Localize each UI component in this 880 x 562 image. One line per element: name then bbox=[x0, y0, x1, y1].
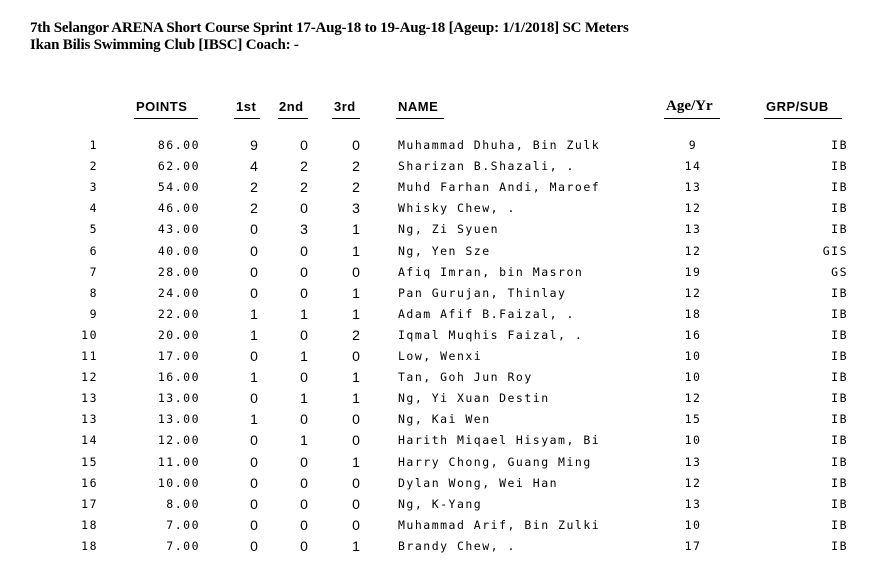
rank-cell: 15 bbox=[81, 454, 98, 469]
group-cell: IB bbox=[831, 159, 848, 174]
rank-cell: 18 bbox=[81, 538, 98, 553]
club-coach-line: Ikan Bilis Swimming Club [IBSC] Coach: - bbox=[30, 37, 299, 53]
table-row bbox=[0, 156, 880, 177]
underline-second bbox=[278, 118, 308, 119]
table-row bbox=[0, 536, 880, 557]
table-row bbox=[0, 515, 880, 536]
age-cell: 18 bbox=[684, 306, 702, 321]
points-cell: 54.00 bbox=[157, 180, 200, 195]
third-place-count: 0 bbox=[352, 432, 360, 449]
table-row bbox=[0, 198, 880, 219]
first-place-count: 2 bbox=[250, 200, 258, 217]
meet-title: 7th Selangor ARENA Short Course Sprint 17-Aug-18 to 19-Aug-18 [Ageup: 1/1/2018] SC Meters bbox=[30, 20, 629, 36]
group-cell: IB bbox=[831, 201, 848, 216]
rank-cell: 4 bbox=[89, 201, 98, 216]
second-place-count: 1 bbox=[300, 432, 308, 449]
group-cell: IB bbox=[831, 370, 848, 385]
rank-cell: 18 bbox=[81, 517, 98, 532]
third-place-count: 0 bbox=[352, 474, 360, 491]
age-cell: 12 bbox=[684, 285, 702, 300]
second-place-count: 0 bbox=[300, 326, 308, 343]
table-row bbox=[0, 346, 880, 367]
third-place-count: 0 bbox=[352, 348, 360, 364]
age-cell: 13 bbox=[684, 454, 702, 469]
swimmer-name: Sharizan B.Shazali, . bbox=[398, 159, 575, 174]
points-cell: 12.00 bbox=[157, 433, 200, 448]
underline-grp bbox=[764, 118, 842, 119]
age-cell: 17 bbox=[684, 538, 702, 553]
points-cell: 43.00 bbox=[157, 222, 200, 237]
swimmer-name: Ng, Zi Syuen bbox=[398, 222, 500, 237]
group-cell: IB bbox=[831, 538, 848, 553]
third-place-count: 1 bbox=[352, 453, 360, 470]
age-cell: 10 bbox=[684, 370, 702, 385]
second-place-count: 0 bbox=[300, 474, 308, 491]
underline-points bbox=[134, 118, 198, 119]
rank-cell: 5 bbox=[89, 222, 98, 237]
first-place-count: 0 bbox=[250, 474, 258, 491]
rank-cell: 3 bbox=[89, 180, 98, 195]
group-cell: IB bbox=[831, 496, 848, 511]
swimmer-name: Muhd Farhan Andi, Maroef bbox=[398, 180, 601, 195]
first-place-count: 0 bbox=[250, 348, 258, 364]
table-row bbox=[0, 452, 880, 473]
third-place-count: 0 bbox=[352, 495, 360, 512]
table-row bbox=[0, 262, 880, 283]
third-place-count: 0 bbox=[352, 516, 360, 533]
swimmer-name: Harry Chong, Guang Ming bbox=[398, 454, 592, 469]
age-cell: 15 bbox=[684, 412, 702, 427]
age-cell: 12 bbox=[684, 391, 702, 406]
second-place-count: 0 bbox=[300, 284, 308, 301]
second-place-count: 0 bbox=[300, 242, 308, 259]
group-cell: GS bbox=[831, 264, 848, 279]
group-cell: IB bbox=[831, 412, 848, 427]
points-cell: 86.00 bbox=[157, 138, 200, 152]
rank-cell: 17 bbox=[81, 496, 98, 511]
group-cell: IB bbox=[831, 180, 848, 195]
underline-first bbox=[234, 118, 260, 119]
rank-cell: 13 bbox=[81, 391, 98, 406]
points-cell: 13.00 bbox=[157, 412, 200, 427]
first-place-count: 0 bbox=[250, 516, 258, 533]
swimmer-name: Adam Afif B.Faizal, . bbox=[398, 306, 575, 321]
age-cell: 19 bbox=[684, 264, 702, 279]
table-row bbox=[0, 367, 880, 388]
points-cell: 10.00 bbox=[157, 475, 200, 490]
swimmer-name: Low, Wenxi bbox=[398, 349, 483, 363]
points-cell: 28.00 bbox=[157, 264, 200, 279]
third-place-count: 0 bbox=[352, 137, 360, 153]
first-place-count: 1 bbox=[250, 369, 258, 386]
age-cell: 14 bbox=[684, 159, 702, 174]
first-place-count: 9 bbox=[250, 137, 258, 153]
underline-third bbox=[332, 118, 360, 119]
table-row bbox=[0, 430, 880, 451]
age-cell: 10 bbox=[684, 517, 702, 532]
first-place-count: 0 bbox=[250, 221, 258, 238]
group-cell: IB bbox=[831, 327, 848, 342]
rank-cell: 13 bbox=[81, 412, 98, 427]
second-place-count: 1 bbox=[300, 305, 308, 322]
col-header-age: Age/Yr bbox=[666, 98, 713, 114]
group-cell: IB bbox=[831, 349, 848, 363]
age-cell: 12 bbox=[684, 475, 702, 490]
swimmer-name: Ng, K-Yang bbox=[398, 496, 483, 511]
second-place-count: 1 bbox=[300, 348, 308, 364]
table-row bbox=[0, 304, 880, 325]
points-cell: 16.00 bbox=[157, 370, 200, 385]
rank-cell: 1 bbox=[89, 138, 98, 152]
first-place-count: 0 bbox=[250, 537, 258, 554]
second-place-count: 0 bbox=[300, 263, 308, 280]
third-place-count: 0 bbox=[352, 263, 360, 280]
col-header-third: 3rd bbox=[334, 99, 356, 114]
group-cell: IB bbox=[831, 433, 848, 448]
rank-cell: 9 bbox=[89, 306, 98, 321]
table-row bbox=[0, 494, 880, 515]
rank-cell: 16 bbox=[81, 475, 98, 490]
table-row bbox=[0, 219, 880, 240]
swimmer-name: Afiq Imran, bin Masron bbox=[398, 264, 584, 279]
rank-cell: 8 bbox=[89, 285, 98, 300]
points-cell: 17.00 bbox=[157, 349, 200, 363]
third-place-count: 1 bbox=[352, 242, 360, 259]
group-cell: IB bbox=[831, 391, 848, 406]
third-place-count: 1 bbox=[352, 537, 360, 554]
second-place-count: 0 bbox=[300, 369, 308, 386]
third-place-count: 1 bbox=[352, 284, 360, 301]
age-cell: 16 bbox=[684, 327, 702, 342]
third-place-count: 3 bbox=[352, 200, 360, 217]
swimmer-name: Tan, Goh Jun Roy bbox=[398, 370, 533, 385]
second-place-count: 3 bbox=[300, 221, 308, 238]
age-cell: 13 bbox=[684, 496, 702, 511]
swimmer-name: Ng, Yen Sze bbox=[398, 243, 491, 258]
second-place-count: 0 bbox=[300, 200, 308, 217]
first-place-count: 0 bbox=[250, 453, 258, 470]
swimmer-name: Muhammad Dhuha, Bin Zulk bbox=[398, 138, 601, 152]
first-place-count: 1 bbox=[250, 411, 258, 428]
first-place-count: 0 bbox=[250, 263, 258, 280]
points-cell: 13.00 bbox=[157, 391, 200, 406]
table-row bbox=[0, 388, 880, 409]
points-cell: 7.00 bbox=[166, 517, 200, 532]
second-place-count: 0 bbox=[300, 516, 308, 533]
group-cell: IB bbox=[831, 306, 848, 321]
second-place-count: 0 bbox=[300, 411, 308, 428]
second-place-count: 1 bbox=[300, 390, 308, 407]
age-cell: 9 bbox=[688, 138, 698, 152]
age-cell: 10 bbox=[684, 433, 702, 448]
points-cell: 8.00 bbox=[166, 496, 200, 511]
table-row bbox=[0, 135, 880, 156]
rank-cell: 7 bbox=[89, 264, 98, 279]
swimmer-name: Whisky Chew, . bbox=[398, 201, 516, 216]
swimmer-name: Pan Gurujan, Thinlay bbox=[398, 285, 567, 300]
age-cell: 12 bbox=[684, 201, 702, 216]
underline-age bbox=[664, 118, 720, 119]
col-header-name: NAME bbox=[398, 99, 439, 114]
rank-cell: 10 bbox=[81, 327, 98, 342]
group-cell: IB bbox=[831, 138, 848, 152]
rank-cell: 12 bbox=[81, 370, 98, 385]
rank-cell: 6 bbox=[89, 243, 98, 258]
points-cell: 11.00 bbox=[157, 454, 200, 469]
first-place-count: 0 bbox=[250, 242, 258, 259]
table-row bbox=[0, 241, 880, 262]
points-cell: 22.00 bbox=[157, 306, 200, 321]
first-place-count: 4 bbox=[250, 158, 258, 175]
swimmer-name: Brandy Chew, . bbox=[398, 538, 516, 553]
col-header-points: POINTS bbox=[136, 99, 188, 114]
first-place-count: 1 bbox=[250, 326, 258, 343]
group-cell: GIS bbox=[822, 243, 848, 258]
points-cell: 7.00 bbox=[166, 538, 200, 553]
first-place-count: 0 bbox=[250, 432, 258, 449]
points-cell: 62.00 bbox=[157, 159, 200, 174]
points-cell: 40.00 bbox=[157, 243, 200, 258]
points-cell: 24.00 bbox=[157, 285, 200, 300]
third-place-count: 2 bbox=[352, 179, 360, 196]
third-place-count: 1 bbox=[352, 221, 360, 238]
first-place-count: 0 bbox=[250, 390, 258, 407]
third-place-count: 1 bbox=[352, 305, 360, 322]
third-place-count: 1 bbox=[352, 369, 360, 386]
table-row bbox=[0, 177, 880, 198]
first-place-count: 0 bbox=[250, 284, 258, 301]
third-place-count: 1 bbox=[352, 390, 360, 407]
first-place-count: 0 bbox=[250, 495, 258, 512]
age-cell: 13 bbox=[684, 222, 702, 237]
rank-cell: 2 bbox=[89, 159, 98, 174]
points-cell: 46.00 bbox=[157, 201, 200, 216]
col-header-second: 2nd bbox=[279, 99, 304, 114]
points-cell: 20.00 bbox=[157, 327, 200, 342]
group-cell: IB bbox=[831, 475, 848, 490]
swimmer-name: Muhammad Arif, Bin Zulki bbox=[398, 517, 601, 532]
rank-cell: 11 bbox=[81, 349, 98, 363]
second-place-count: 0 bbox=[300, 453, 308, 470]
group-cell: IB bbox=[831, 222, 848, 237]
swimmer-name: Harith Miqael Hisyam, Bi bbox=[398, 433, 601, 448]
third-place-count: 0 bbox=[352, 411, 360, 428]
swimmer-name: Ng, Yi Xuan Destin bbox=[398, 391, 550, 406]
swimmer-name: Iqmal Muqhis Faizal, . bbox=[398, 327, 584, 342]
group-cell: IB bbox=[831, 454, 848, 469]
table-row bbox=[0, 325, 880, 346]
col-header-grp: GRP/SUB bbox=[766, 99, 829, 114]
second-place-count: 0 bbox=[300, 495, 308, 512]
table-row bbox=[0, 409, 880, 430]
underline-name bbox=[396, 118, 444, 119]
second-place-count: 2 bbox=[300, 158, 308, 175]
second-place-count: 0 bbox=[300, 137, 308, 153]
group-cell: IB bbox=[831, 285, 848, 300]
third-place-count: 2 bbox=[352, 158, 360, 175]
age-cell: 10 bbox=[684, 349, 702, 363]
group-cell: IB bbox=[831, 517, 848, 532]
third-place-count: 2 bbox=[352, 326, 360, 343]
age-cell: 13 bbox=[684, 180, 702, 195]
col-header-first: 1st bbox=[236, 99, 257, 114]
table-row bbox=[0, 473, 880, 494]
rank-cell: 14 bbox=[81, 433, 98, 448]
first-place-count: 1 bbox=[250, 305, 258, 322]
swimmer-name: Dylan Wong, Wei Han bbox=[398, 475, 559, 490]
second-place-count: 0 bbox=[300, 537, 308, 554]
first-place-count: 2 bbox=[250, 179, 258, 196]
table-row bbox=[0, 283, 880, 304]
second-place-count: 2 bbox=[300, 179, 308, 196]
swimmer-name: Ng, Kai Wen bbox=[398, 412, 491, 427]
age-cell: 12 bbox=[684, 243, 702, 258]
